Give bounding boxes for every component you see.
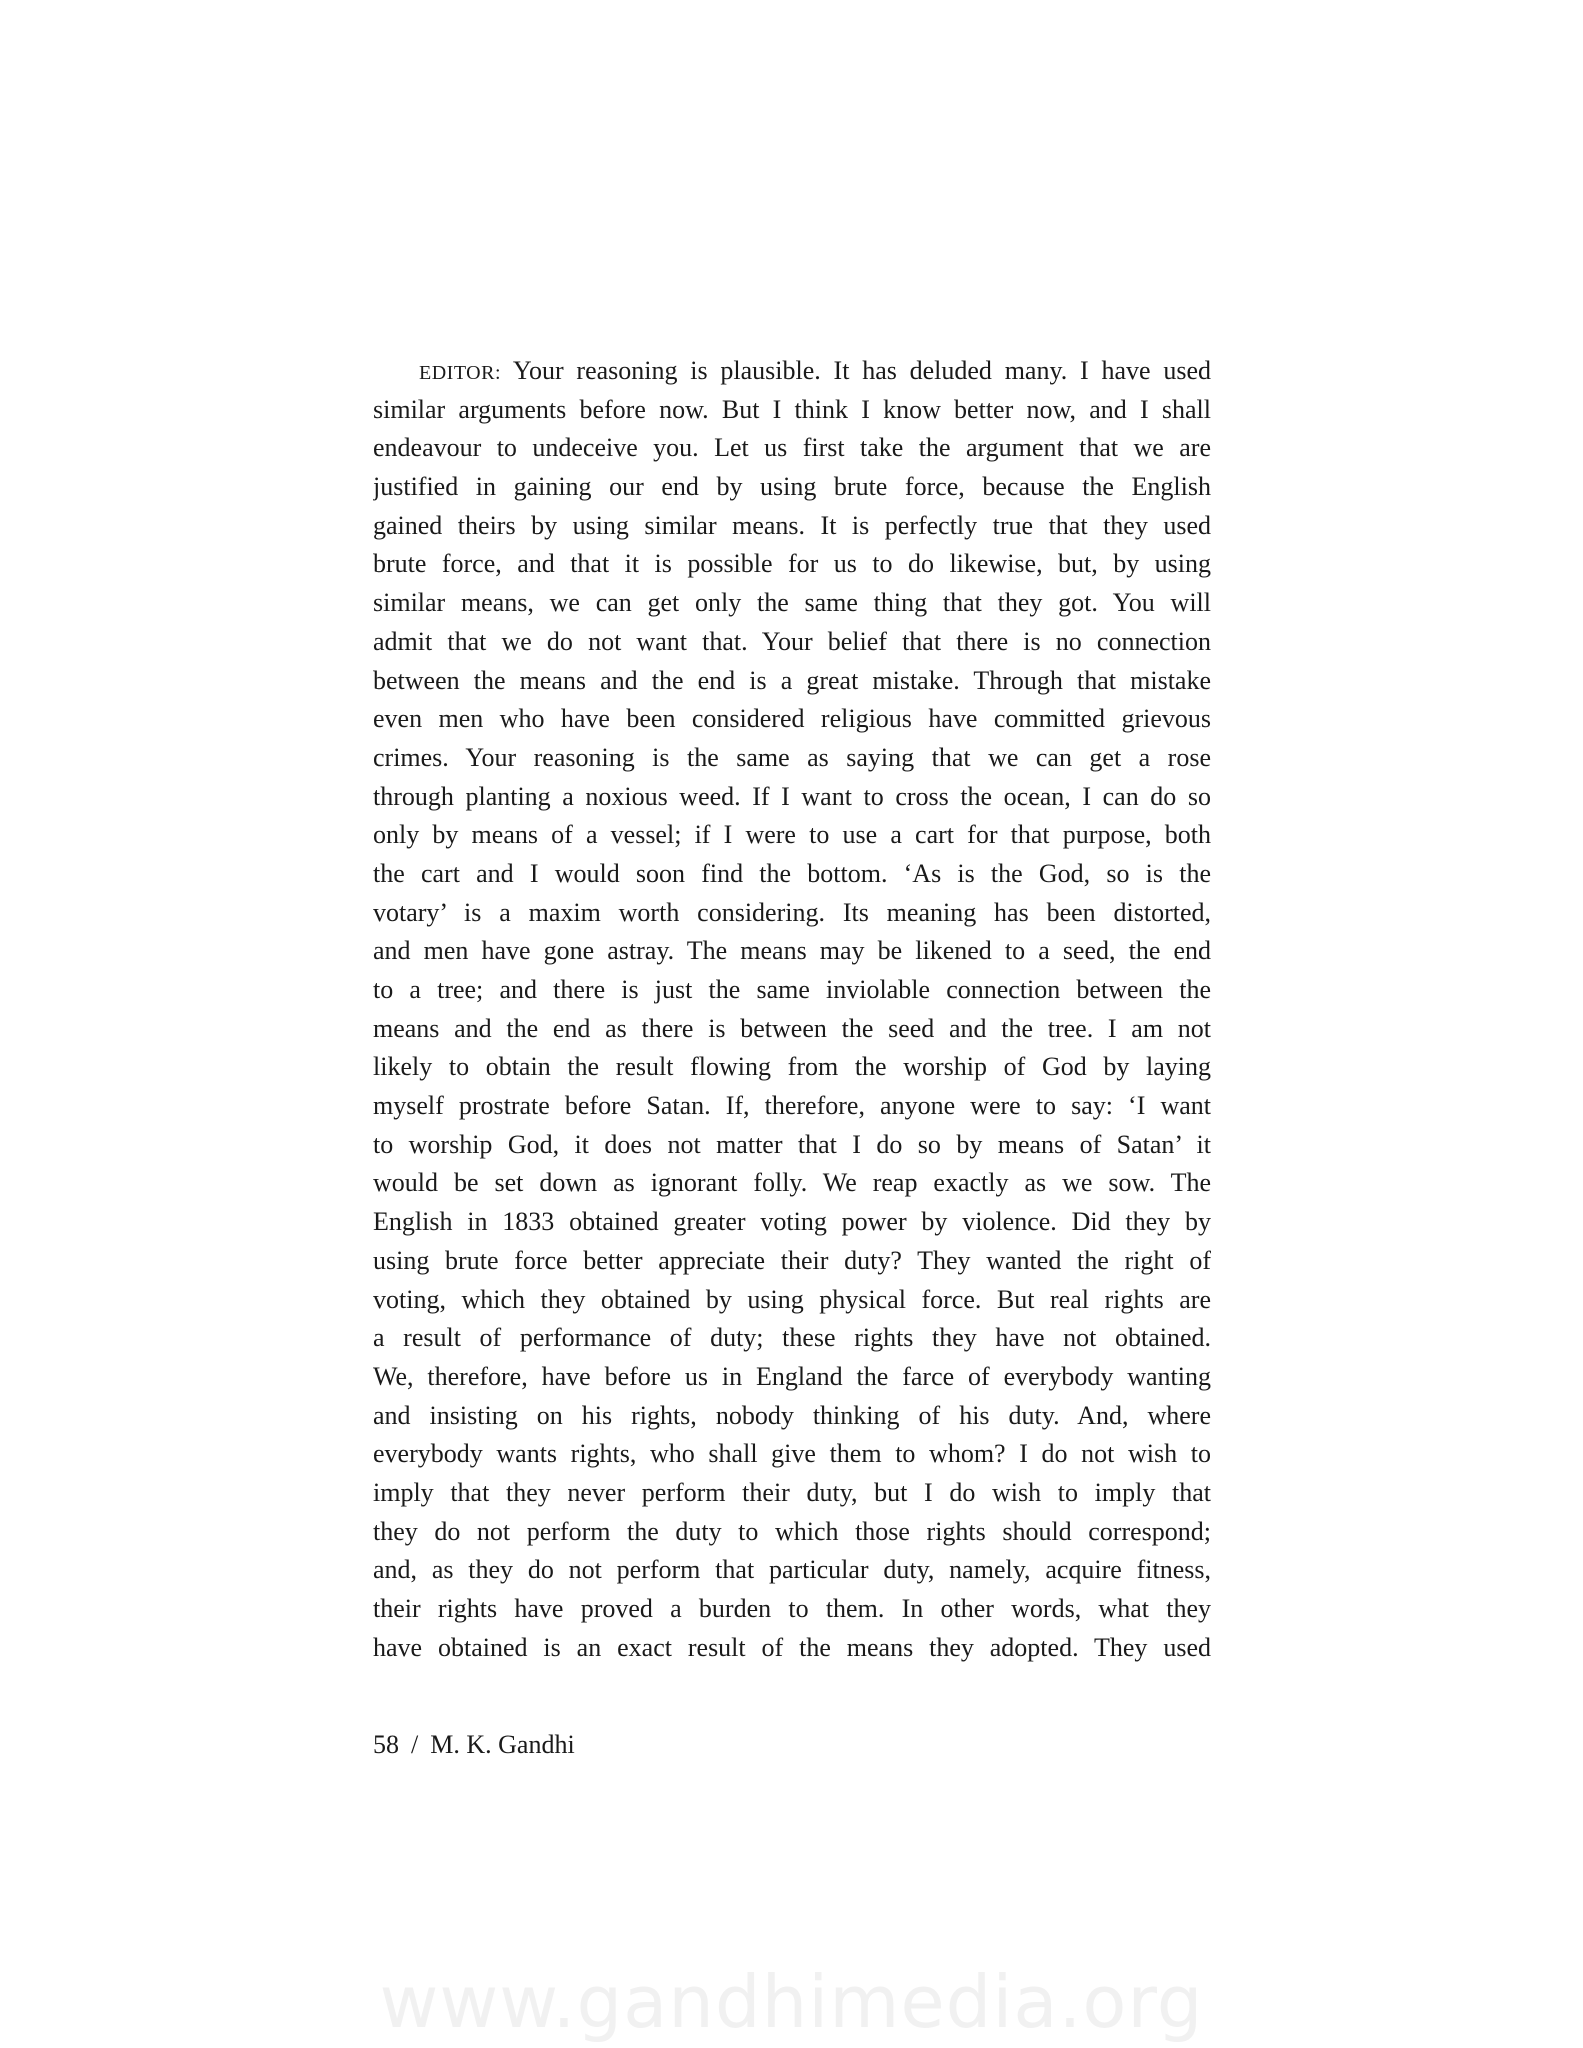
page-footer [373,1727,575,1763]
paragraph-line: means and the end as there is between the seed and the tree. I am not [373,1013,1211,1043]
page-number: 58 [373,1730,399,1759]
paragraph-line: have obtained is an exact result of the means they adopted. They used [373,1632,1211,1662]
paragraph-line: using brute force better appreciate their duty? They wanted the right of [373,1245,1211,1275]
paragraph-line [373,352,1211,391]
paragraph-line: would be set down as ignorant folly. We reap exactly as we sow. The [373,1168,1211,1198]
paragraph-line: justified in gaining our end by using brute force, because the English [373,472,1211,502]
body-paragraph [373,352,1211,1667]
paragraph-line: imply that they never perform their duty, but I do wish to imply that [373,1477,1211,1507]
footer-author: M. K. Gandhi [430,1730,575,1759]
paragraph-line: similar arguments before now. But I think I know better now, and I shall [373,394,1211,424]
paragraph-line: everybody wants rights, who shall give them to whom? I do not wish to [373,1439,1211,1469]
paragraph-line: English in 1833 obtained greater voting power by violence. Did they by [373,1207,1211,1237]
paragraph-line: and insisting on his rights, nobody thinking of his duty. And, where [373,1400,1211,1430]
paragraph-line: only by means of a vessel; if I were to use a cart for that purpose, both [373,820,1211,850]
paragraph-line: through planting a noxious weed. If I want to cross the ocean, I can do so [373,781,1211,811]
paragraph-line: brute force, and that it is possible for us to do likewise, but, by using [373,549,1211,579]
paragraph-line: to worship God, it does not matter that I do so by means of Satan’ it [373,1129,1211,1159]
paragraph-line: a result of performance of duty; these rights they have not obtained. [373,1323,1211,1353]
paragraph-line: between the means and the end is a great mistake. Through that mistake [373,665,1211,695]
paragraph-line: the cart and I would soon find the bottom. ‘As is the God, so is the [373,858,1211,888]
paragraph-line: their rights have proved a burden to them. In other words, what they [373,1594,1211,1623]
paragraph-line: even men who have been considered religious have committed grievous [373,704,1211,734]
paragraph-line: gained theirs by using similar means. It is perfectly true that they used [373,510,1211,540]
footer-separator: / [411,1730,419,1759]
first-line-text: Your reasoning is plausible. It has deluded many. I have used [501,356,1211,385]
paragraph-line: to a tree; and there is just the same inviolable connection between the [373,975,1211,1004]
paragraph-line: they do not perform the duty to which those rights should correspond; [373,1516,1211,1546]
paragraph-line: crimes. Your reasoning is the same as saying that we can get a rose [373,742,1211,772]
paragraph-line: likely to obtain the result flowing from the worship of God by laying [373,1052,1211,1082]
paragraph-line: and men have gone astray. The means may be likened to a seed, the end [373,936,1211,966]
paragraph-line: myself prostrate before Satan. If, therefore, anyone were to say: ‘I want [373,1091,1211,1121]
paragraph-line: We, therefore, have before us in England the farce of everybody wanting [373,1361,1211,1391]
paragraph-line: admit that we do not want that. Your belief that there is no connection [373,626,1211,656]
paragraph-line: similar means, we can get only the same thing that they got. You will [373,588,1211,618]
watermark: www.gandhimedia.org [379,1960,1204,2044]
paragraph-line: voting, which they obtained by using physical force. But real rights are [373,1284,1211,1314]
speaker-label: EDITOR: [419,362,502,384]
paragraph-line: and, as they do not perform that particular duty, namely, acquire fitness, [373,1555,1211,1585]
paragraph-line: votary’ is a maxim worth considering. Its meaning has been distorted, [373,897,1211,927]
paragraph-line: endeavour to undeceive you. Let us first take the argument that we are [373,433,1211,463]
